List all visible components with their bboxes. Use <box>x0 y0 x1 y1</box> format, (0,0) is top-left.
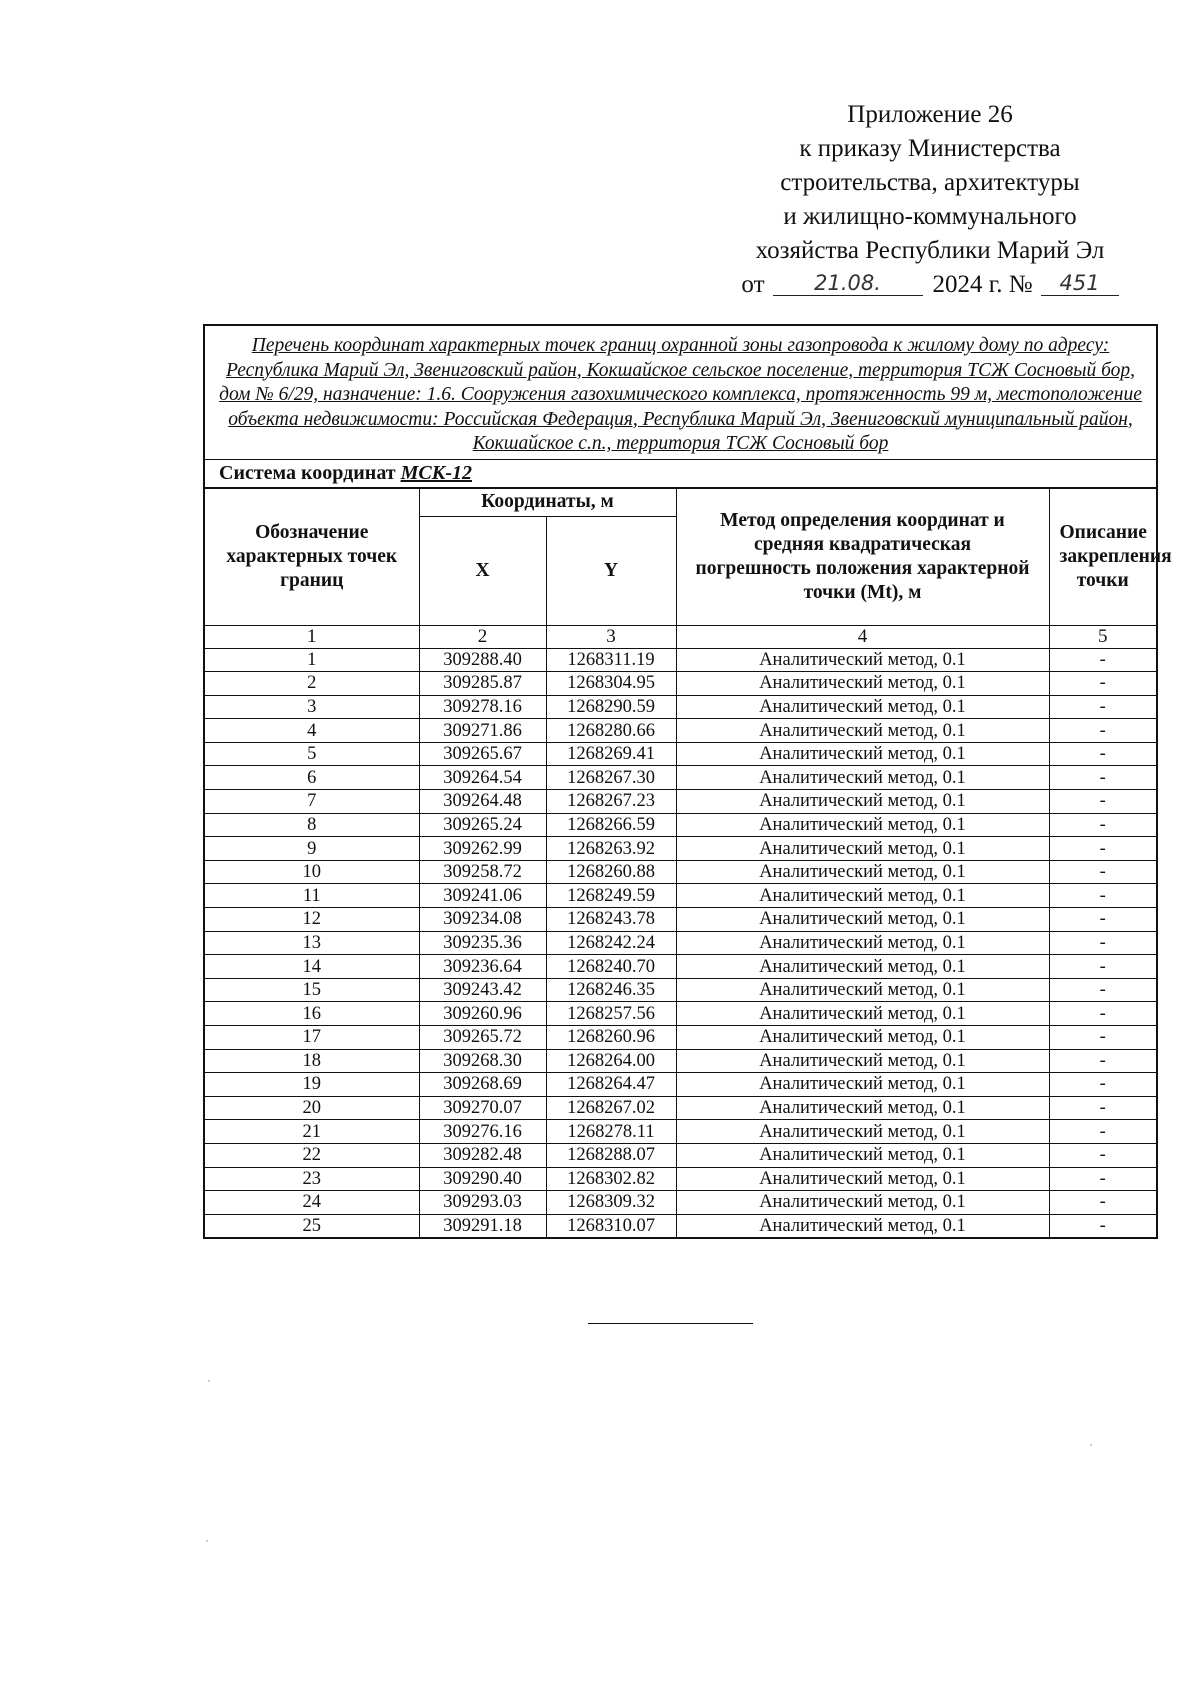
table-row <box>204 837 1157 861</box>
cell-y: 1268267.30 <box>546 766 676 790</box>
table-row <box>204 860 1157 884</box>
cell-method: Аналитический метод, 0.1 <box>676 1026 1049 1050</box>
cell-x: 309241.06 <box>419 884 546 908</box>
cell-x: 309270.07 <box>419 1096 546 1120</box>
cell-point: 17 <box>204 1026 419 1050</box>
cell-description: - <box>1049 1143 1157 1167</box>
cell-description: - <box>1049 978 1157 1002</box>
cell-description: - <box>1049 742 1157 766</box>
cell-method: Аналитический метод, 0.1 <box>676 884 1049 908</box>
table-row <box>204 908 1157 932</box>
cell-y: 1268266.59 <box>546 813 676 837</box>
coordinate-system-label: Система координат <box>219 462 396 484</box>
header-x: X <box>419 517 546 625</box>
cell-description: - <box>1049 766 1157 790</box>
cell-method: Аналитический метод, 0.1 <box>676 1120 1049 1144</box>
cell-description: - <box>1049 1214 1157 1238</box>
header-y: Y <box>546 517 676 625</box>
date-prefix: от <box>741 271 765 298</box>
cell-point: 4 <box>204 719 419 743</box>
table-row <box>204 1120 1157 1144</box>
cell-x: 309235.36 <box>419 931 546 955</box>
cell-point: 19 <box>204 1073 419 1097</box>
appendix-header <box>700 98 1160 302</box>
cell-method: Аналитический метод, 0.1 <box>676 1096 1049 1120</box>
cell-x: 309285.87 <box>419 672 546 696</box>
table-row <box>204 1073 1157 1097</box>
cell-y: 1268269.41 <box>546 742 676 766</box>
cell-y: 1268267.02 <box>546 1096 676 1120</box>
cell-point: 15 <box>204 978 419 1002</box>
cell-y: 1268264.47 <box>546 1073 676 1097</box>
cell-method: Аналитический метод, 0.1 <box>676 672 1049 696</box>
cell-point: 7 <box>204 790 419 814</box>
cell-point: 12 <box>204 908 419 932</box>
table-row <box>204 672 1157 696</box>
table-row <box>204 955 1157 979</box>
cell-x: 309268.30 <box>419 1049 546 1073</box>
cell-y: 1268249.59 <box>546 884 676 908</box>
cell-y: 1268246.35 <box>546 978 676 1002</box>
cell-x: 309293.03 <box>419 1191 546 1215</box>
cell-method: Аналитический метод, 0.1 <box>676 1073 1049 1097</box>
table-row <box>204 1167 1157 1191</box>
table-row <box>204 1002 1157 1026</box>
cell-method: Аналитический метод, 0.1 <box>676 766 1049 790</box>
table-row <box>204 813 1157 837</box>
cell-method: Аналитический метод, 0.1 <box>676 1167 1049 1191</box>
cell-y: 1268311.19 <box>546 648 676 672</box>
cell-point: 11 <box>204 884 419 908</box>
cell-x: 309236.64 <box>419 955 546 979</box>
cell-point: 6 <box>204 766 419 790</box>
cell-point: 14 <box>204 955 419 979</box>
cell-description: - <box>1049 931 1157 955</box>
cell-method: Аналитический метод, 0.1 <box>676 837 1049 861</box>
cell-method: Аналитический метод, 0.1 <box>676 648 1049 672</box>
cell-y: 1268243.78 <box>546 908 676 932</box>
table-row <box>204 1214 1157 1238</box>
cell-method: Аналитический метод, 0.1 <box>676 931 1049 955</box>
cell-y: 1268309.32 <box>546 1191 676 1215</box>
cell-y: 1268310.07 <box>546 1214 676 1238</box>
column-number: 2 <box>419 625 546 648</box>
cell-description: - <box>1049 1191 1157 1215</box>
cell-point: 20 <box>204 1096 419 1120</box>
cell-point: 13 <box>204 931 419 955</box>
appendix-line: строительства, архитектуры <box>780 169 1080 196</box>
table-row <box>204 1049 1157 1073</box>
cell-point: 2 <box>204 672 419 696</box>
cell-x: 309264.54 <box>419 766 546 790</box>
column-number: 5 <box>1049 625 1157 648</box>
cell-y: 1268304.95 <box>546 672 676 696</box>
cell-description: - <box>1049 719 1157 743</box>
cell-point: 25 <box>204 1214 419 1238</box>
column-number: 4 <box>676 625 1049 648</box>
cell-description: - <box>1049 813 1157 837</box>
cell-y: 1268288.07 <box>546 1143 676 1167</box>
table-row <box>204 648 1157 672</box>
cell-description: - <box>1049 1026 1157 1050</box>
cell-description: - <box>1049 1167 1157 1191</box>
table-row <box>204 695 1157 719</box>
cell-description: - <box>1049 837 1157 861</box>
scan-speck <box>1090 1444 1092 1446</box>
cell-y: 1268263.92 <box>546 837 676 861</box>
order-date-line <box>700 268 1160 302</box>
cell-description: - <box>1049 672 1157 696</box>
cell-x: 309288.40 <box>419 648 546 672</box>
cell-x: 309265.67 <box>419 742 546 766</box>
cell-method: Аналитический метод, 0.1 <box>676 695 1049 719</box>
cell-method: Аналитический метод, 0.1 <box>676 860 1049 884</box>
coordinate-system-value: МСК-12 <box>400 462 472 484</box>
cell-method: Аналитический метод, 0.1 <box>676 813 1049 837</box>
cell-x: 309234.08 <box>419 908 546 932</box>
cell-description: - <box>1049 860 1157 884</box>
cell-description: - <box>1049 695 1157 719</box>
table-row <box>204 766 1157 790</box>
header-description: Описание закрепления точки <box>1049 488 1157 626</box>
cell-x: 309258.72 <box>419 860 546 884</box>
cell-description: - <box>1049 1120 1157 1144</box>
appendix-line: Приложение 26 <box>847 101 1013 128</box>
separator-line <box>588 1323 753 1324</box>
cell-point: 21 <box>204 1120 419 1144</box>
cell-y: 1268260.96 <box>546 1026 676 1050</box>
cell-description: - <box>1049 1096 1157 1120</box>
appendix-line: хозяйства Республики Марий Эл <box>755 237 1105 264</box>
header-point-designation: Обозначение характерных точек границ <box>204 488 419 626</box>
cell-method: Аналитический метод, 0.1 <box>676 908 1049 932</box>
cell-x: 309276.16 <box>419 1120 546 1144</box>
cell-method: Аналитический метод, 0.1 <box>676 742 1049 766</box>
cell-description: - <box>1049 648 1157 672</box>
cell-description: - <box>1049 1073 1157 1097</box>
cell-y: 1268290.59 <box>546 695 676 719</box>
cell-x: 309282.48 <box>419 1143 546 1167</box>
cell-point: 9 <box>204 837 419 861</box>
table-row <box>204 1096 1157 1120</box>
cell-point: 22 <box>204 1143 419 1167</box>
cell-method: Аналитический метод, 0.1 <box>676 719 1049 743</box>
year-text: 2024 г. № <box>932 271 1033 298</box>
cell-point: 16 <box>204 1002 419 1026</box>
cell-x: 309271.86 <box>419 719 546 743</box>
cell-y: 1268302.82 <box>546 1167 676 1191</box>
cell-description: - <box>1049 955 1157 979</box>
cell-x: 309268.69 <box>419 1073 546 1097</box>
table-row <box>204 1191 1157 1215</box>
scan-speck <box>206 1540 208 1542</box>
cell-description: - <box>1049 1049 1157 1073</box>
cell-point: 23 <box>204 1167 419 1191</box>
cell-y: 1268260.88 <box>546 860 676 884</box>
cell-y: 1268264.00 <box>546 1049 676 1073</box>
column-number: 1 <box>204 625 419 648</box>
cell-method: Аналитический метод, 0.1 <box>676 978 1049 1002</box>
table-title: Перечень координат характерных точек границ охранной зоны газопровода к жилому дому по адресу: Республика Марий Эл, Звениговский район, Кокшайское сельское поселение, территория ТСЖ Сосновый бор, дом № 6/29, назначение: 1.6. Сооружения газохимического комплекса, протяженность 99 м, местоположение объекта недвижимости: Российская Федерация, Республика Марий Эл, Звениговский муниципальный район, Кокшайское с.п., территория ТСЖ Сосновый бор <box>204 325 1157 459</box>
cell-y: 1268242.24 <box>546 931 676 955</box>
cell-description: - <box>1049 884 1157 908</box>
table-body <box>204 648 1157 1238</box>
table-row <box>204 790 1157 814</box>
cell-description: - <box>1049 908 1157 932</box>
cell-point: 5 <box>204 742 419 766</box>
cell-method: Аналитический метод, 0.1 <box>676 1191 1049 1215</box>
handwritten-order-number: 451 <box>1041 271 1119 296</box>
cell-method: Аналитический метод, 0.1 <box>676 955 1049 979</box>
cell-x: 309278.16 <box>419 695 546 719</box>
column-number: 3 <box>546 625 676 648</box>
table-row <box>204 931 1157 955</box>
header-method: Метод определения координат и средняя квадратическая погрешность положения характерной точки (Mt), м <box>676 488 1049 626</box>
handwritten-date: 21.08. <box>773 271 923 296</box>
cell-x: 309265.72 <box>419 1026 546 1050</box>
cell-point: 8 <box>204 813 419 837</box>
cell-method: Аналитический метод, 0.1 <box>676 1049 1049 1073</box>
cell-method: Аналитический метод, 0.1 <box>676 1143 1049 1167</box>
cell-point: 24 <box>204 1191 419 1215</box>
cell-description: - <box>1049 790 1157 814</box>
cell-y: 1268267.23 <box>546 790 676 814</box>
table-row <box>204 1026 1157 1050</box>
table-row <box>204 742 1157 766</box>
appendix-line: к приказу Министерства <box>799 135 1061 162</box>
table-row <box>204 978 1157 1002</box>
cell-description: - <box>1049 1002 1157 1026</box>
table-row <box>204 1143 1157 1167</box>
coordinate-system <box>204 459 1157 488</box>
cell-y: 1268278.11 <box>546 1120 676 1144</box>
cell-point: 3 <box>204 695 419 719</box>
table-row <box>204 719 1157 743</box>
scan-speck <box>208 1380 210 1382</box>
cell-x: 309260.96 <box>419 1002 546 1026</box>
cell-x: 309243.42 <box>419 978 546 1002</box>
cell-point: 18 <box>204 1049 419 1073</box>
cell-point: 1 <box>204 648 419 672</box>
cell-x: 309291.18 <box>419 1214 546 1238</box>
appendix-line: и жилищно-коммунального <box>783 203 1077 230</box>
header-coordinates: Координаты, м <box>419 488 676 517</box>
cell-method: Аналитический метод, 0.1 <box>676 1002 1049 1026</box>
cell-x: 309264.48 <box>419 790 546 814</box>
cell-y: 1268257.56 <box>546 1002 676 1026</box>
cell-point: 10 <box>204 860 419 884</box>
cell-x: 309290.40 <box>419 1167 546 1191</box>
cell-method: Аналитический метод, 0.1 <box>676 790 1049 814</box>
table-row <box>204 884 1157 908</box>
cell-y: 1268280.66 <box>546 719 676 743</box>
cell-y: 1268240.70 <box>546 955 676 979</box>
coordinates-table <box>203 324 1172 1239</box>
cell-x: 309265.24 <box>419 813 546 837</box>
cell-method: Аналитический метод, 0.1 <box>676 1214 1049 1238</box>
cell-x: 309262.99 <box>419 837 546 861</box>
